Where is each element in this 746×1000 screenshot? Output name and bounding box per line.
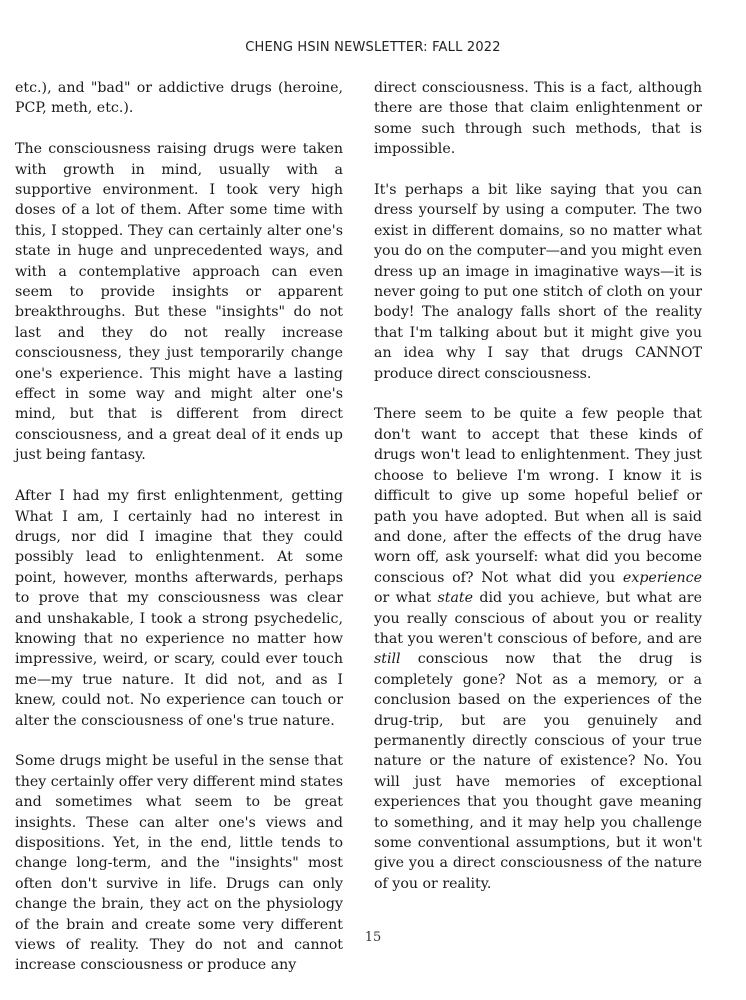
text-run: conscious now that the drug is completely gone? Not as a memory, or a conclusion based on the experiences of the drug-trip, but are you genuinely and permanently directly conscious of your true nature or the nature of existence? No. You will just have memories of exceptional experiences that you thought gave meaning to something, and it may help you challenge some conventional assumptions, but it won't give you a direct consciousness of the nature of you or reality. [374, 651, 702, 892]
paragraph: It's perhaps a bit like saying that you can dress yourself by using a computer. The two exist in different domains, so no matter what you do on the computer—and you might even dress up an image in imaginative ways—it is never going to put one stitch of cloth on your body! The analogy falls short of the reality that I'm talking about but it might give you an idea why I say that drugs CANNOT produce direct consciousness. [374, 182, 702, 382]
page-number: 15 [364, 930, 382, 945]
paragraph: The consciousness raising drugs were taken with growth in mind, usually with a supportive environment. I took very high doses of a lot of them. After some time with this, I stopped. They can certainly alter one's state in huge and unprecedented ways, and with a contemplative approach can even seem to provide insights or apparent breakthroughs. But these "insights" do not last and they do not really increase consciousness, they just temporarily change one's experience. This might have a lasting effect in some way and might alter one's mind, but that is different from direct consciousness, and a great deal of it ends up just being fantasy. [15, 141, 343, 464]
paragraph: direct consciousness. This is a fact, although there are those that claim enlightenment or some such through such methods, that is impossible. [374, 80, 702, 158]
text-run: did you achieve, but what are you really conscious of about you or reality that you weren't conscious of before, and are [374, 590, 702, 647]
emphasis-still: still [374, 651, 401, 668]
paragraph [374, 404, 702, 894]
paragraph: Some drugs might be useful in the sense that they certainly offer very different mind states and sometimes what seem to be great insights. These can alter one's views and dispositions. Yet, in the end, little tends to change long-term, and the "insights" most often don't survive in life. Drugs can only change the brain, they act on the physiology of the brain and create some very different views of reality. They do not and cannot increase consciousness or produce any [15, 753, 343, 974]
text-run: or what [374, 590, 438, 607]
paragraph: After I had my first enlightenment, getting What I am, I certainly had no interest in drugs, nor did I imagine that they could possibly lead to enlightenment. At some point, however, months afterwards, perhaps to prove that my consciousness was clear and unshakable, I took a strong psychedelic, knowing that no experience no matter how impressive, weird, or scary, could ever touch me—my true nature. It did not, and as I knew, could not. No experience can touch or alter the consciousness of one's true nature. [15, 488, 343, 729]
emphasis-state: state [437, 590, 474, 607]
right-column [374, 78, 702, 894]
emphasis-experience: experience [622, 569, 702, 586]
paragraph: etc.), and "bad" or addictive drugs (heroine, PCP, meth, etc.). [15, 80, 343, 117]
newsletter-header: CHENG HSIN NEWSLETTER: FALL 2022 [245, 40, 501, 55]
left-column [15, 78, 343, 976]
text-run: There seem to be quite a few people that don't want to accept that these kinds of drugs won't lead to enlightenment. They just choose to believe I'm wrong. I know it is difficult to give up some hopeful belief or path you have adopted. But when all is said and done, after the effects of the drug have worn off, ask yourself: what did you become conscious of? Not what did you [374, 406, 702, 586]
